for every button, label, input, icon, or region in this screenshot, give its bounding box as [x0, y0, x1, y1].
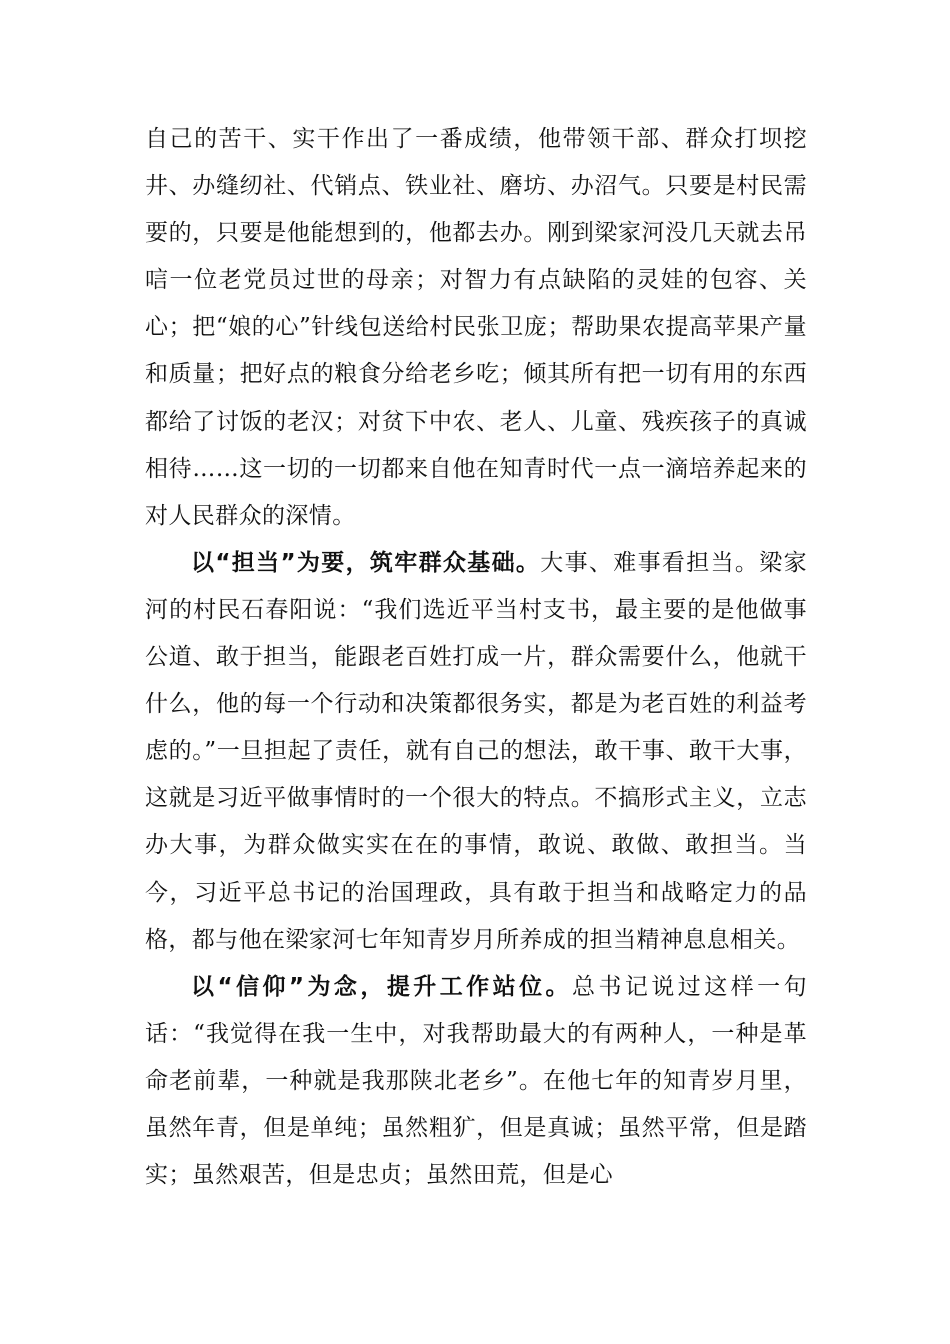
paragraph-1 [145, 116, 807, 540]
document-page [145, 116, 807, 1199]
paragraph-2-text: 大事、难事看担当。梁家河的村民石春阳说：“我们选近平当村支书，最主要的是他做事公道、敢于担当，能跟老百姓打成一片，群众需要什么，他就干什么，他的每一个行动和决策都很务实，都是为老百姓的利益考虑的。”一旦担起了责任，就有自己的想法，敢干事、敢干大事，这就是习近平做事情时的一个很大的特点。不搞形式主义，立志办大事，为群众做实实在在的事情，敢说、敢做、敢担当。当今，习近平总书记的治国理政，具有敢于担当和战略定力的品格，都与他在梁家河七年知青岁月所养成的担当精神息息相关。 [145, 549, 807, 953]
paragraph-2-heading: 以“担当”为要，筑牢群众基础。 [191, 549, 541, 576]
paragraph-1-text: 自己的苦干、实干作出了一番成绩，他带领干部、群众打坝挖井、办缝纫社、代销点、铁业社、磨坊、办沼气。只要是村民需要的，只要是他能想到的，他都去办。刚到梁家河没几天就去吊唁一位老党员过世的母亲；对智力有点缺陷的灵娃的包容、关心；把“娘的心”针线包送给村民张卫庞；帮助果农提高苹果产量和质量；把好点的粮食分给老乡吃；倾其所有把一切有用的东西都给了讨饭的老汉；对贫下中农、老人、儿童、残疾孩子的真诚相待……这一切的一切都来自他在知青时代一点一滴培养起来的对人民群众的深情。 [145, 126, 807, 529]
paragraph-3 [145, 964, 807, 1199]
paragraph-2 [145, 540, 807, 964]
paragraph-3-heading: 以“信仰”为念，提升工作站位。 [191, 973, 572, 1000]
paragraph-3-text: 总书记说过这样一句话：“我觉得在我一生中，对我帮助最大的有两种人，一种是革命老前辈，一种就是我那陕北老乡”。在他七年的知青岁月里，虽然年青，但是单纯；虽然粗犷，但是真诚；虽然平常，但是踏实；虽然艰苦，但是忠贞；虽然田荒，但是心 [145, 973, 808, 1189]
